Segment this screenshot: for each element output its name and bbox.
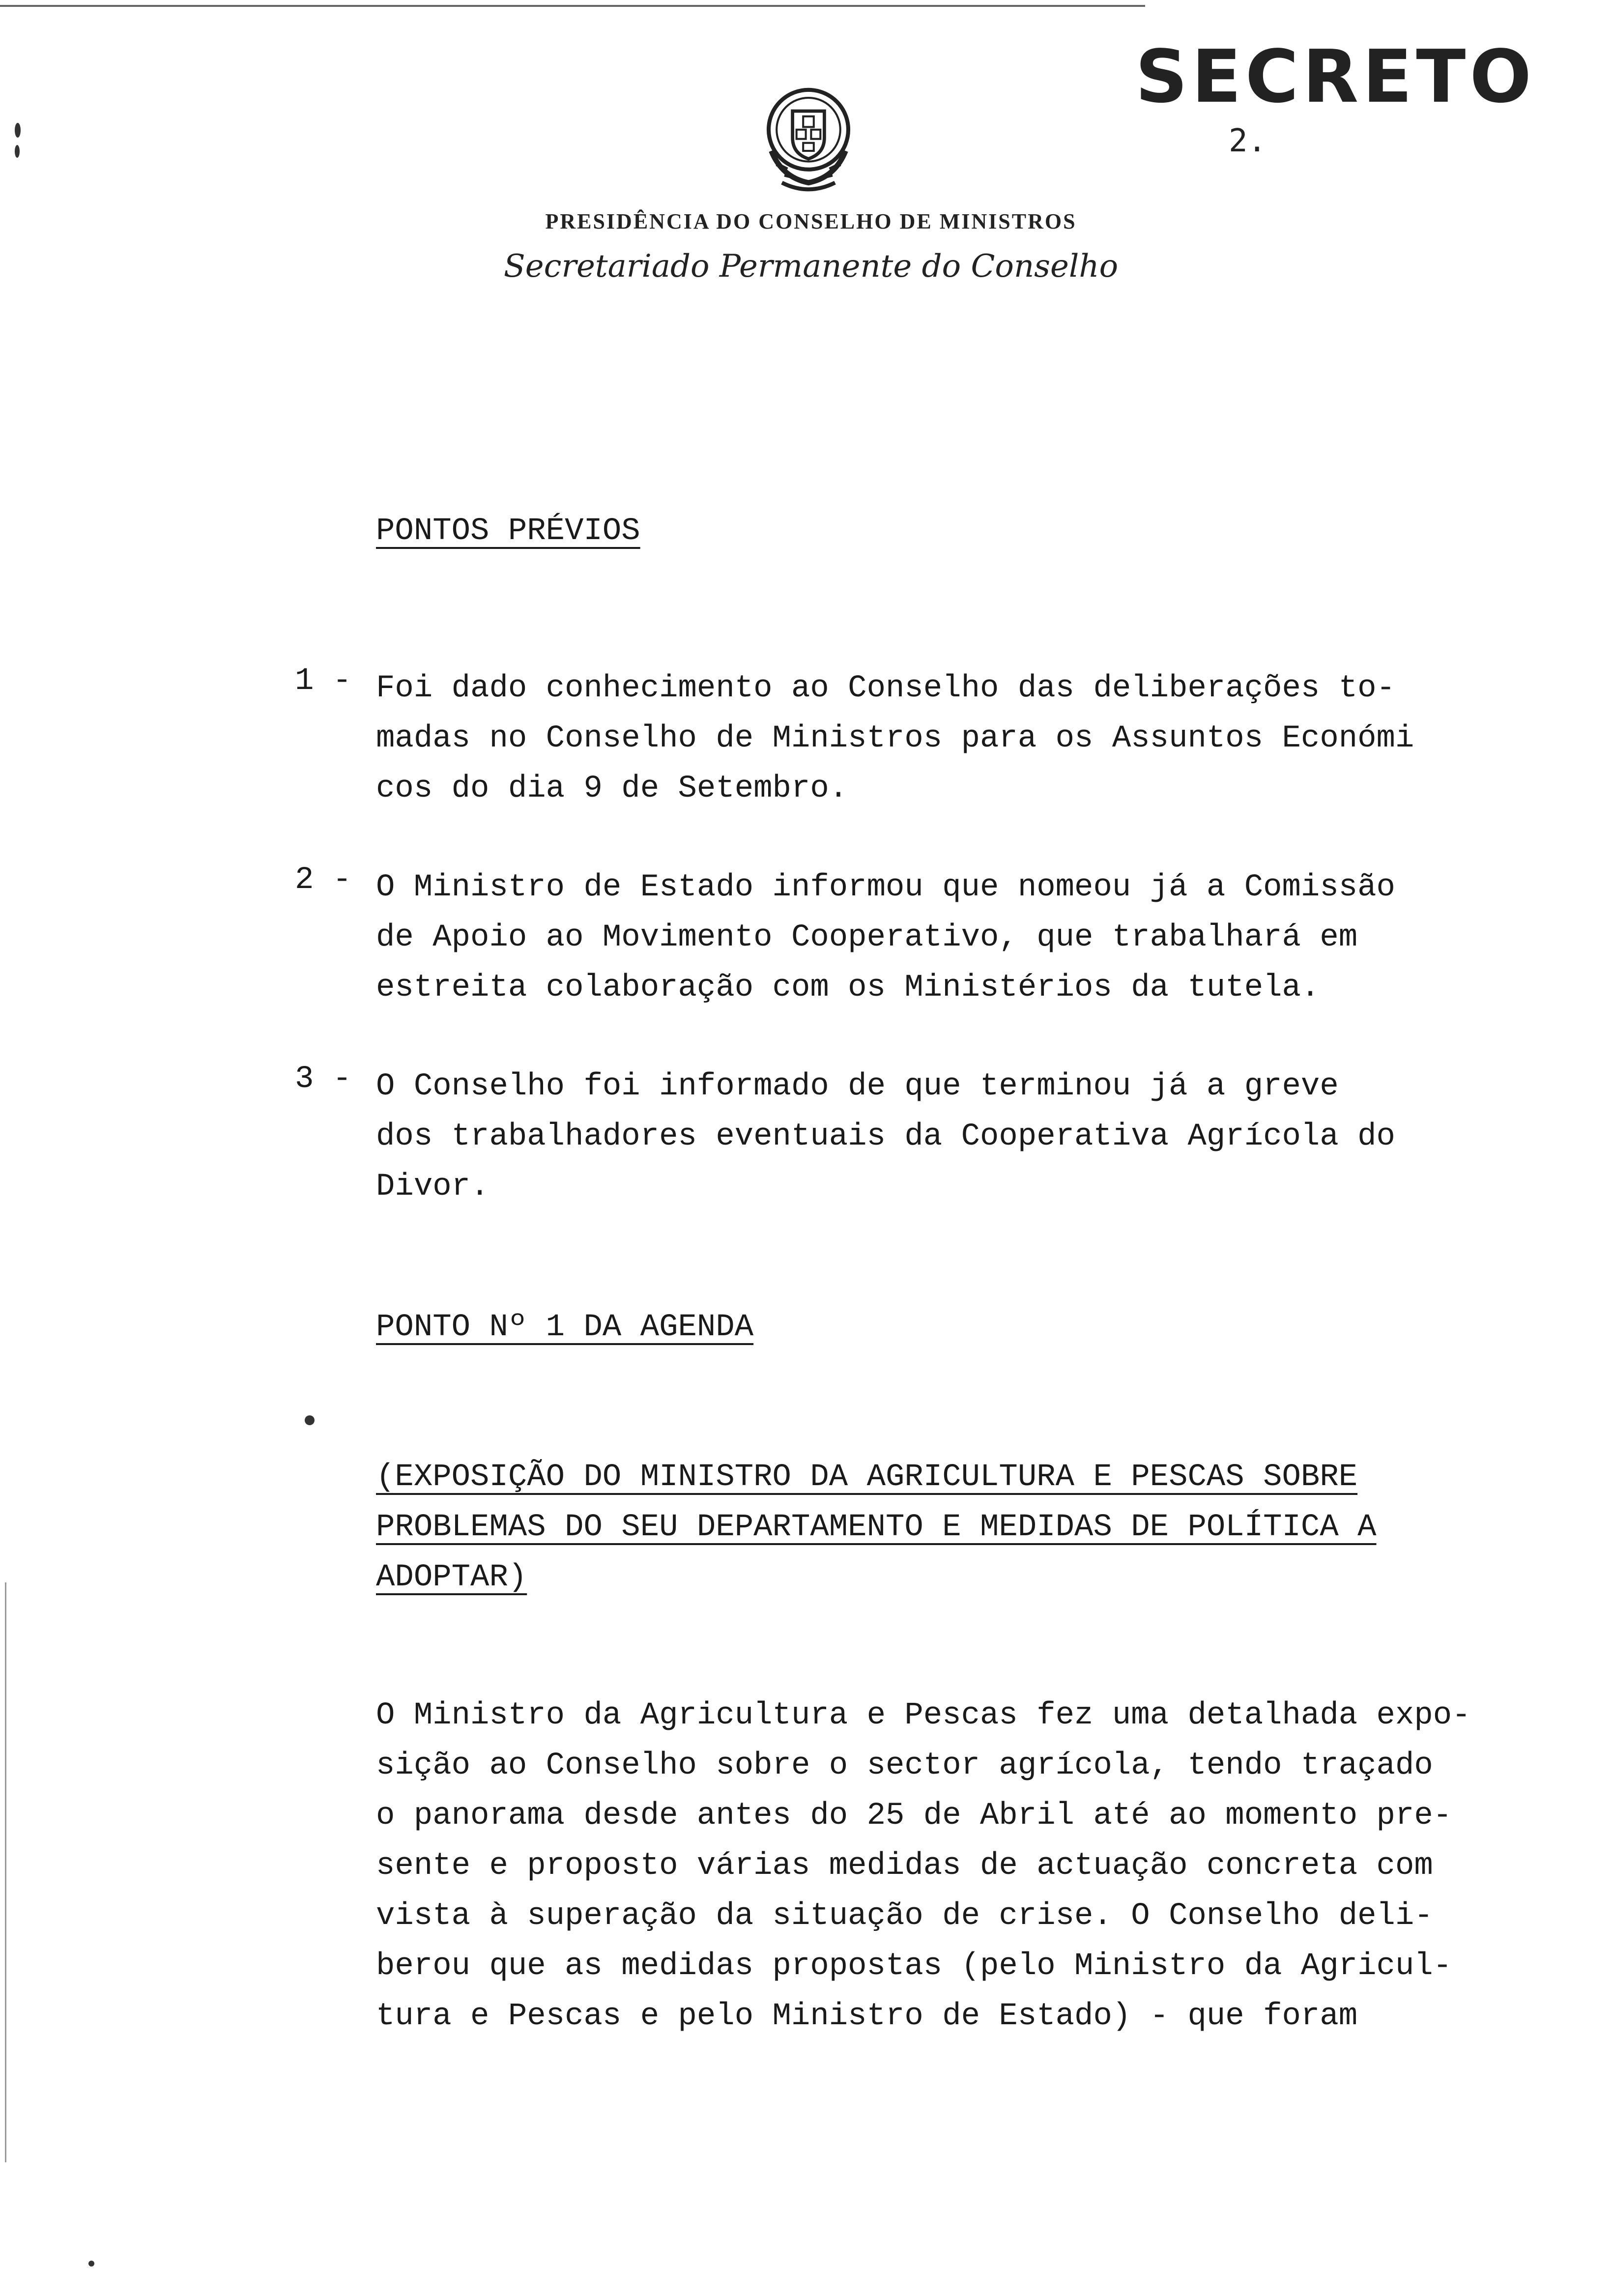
item-text-line: Foi dado conhecimento ao Conselho das deliberações to- xyxy=(376,671,1395,706)
body-line: sição ao Conselho sobre o sector agrícola, tendo traçado xyxy=(376,1748,1433,1783)
item-number: 3 - xyxy=(295,1062,352,1097)
scan-mark xyxy=(305,1415,315,1425)
item-text-line: O Conselho foi informado de que terminou já a greve xyxy=(376,1069,1339,1104)
item-text-line: Divor. xyxy=(376,1169,489,1205)
department-name: Secretariado Permanente do Conselho xyxy=(503,248,1119,285)
list-item xyxy=(376,1062,1395,1212)
coat-of-arms-icon xyxy=(742,71,875,204)
subtitle-line: PROBLEMAS DO SEU DEPARTAMENTO E MEDIDAS DE POLÍTICA A xyxy=(376,1510,1377,1545)
scan-mark xyxy=(88,2261,94,2267)
list-item xyxy=(376,663,1414,814)
body-line: o panorama desde antes do 25 de Abril até ao momento pre- xyxy=(376,1798,1452,1834)
organization-name: PRESIDÊNCIA DO CONSELHO DE MINISTROS xyxy=(545,209,1077,233)
item-text-line: dos trabalhadores eventuais da Cooperativa Agrícola do xyxy=(376,1119,1395,1154)
page-number: 2. xyxy=(1229,123,1267,159)
item-text-line: estreita colaboração com os Ministérios da tutela. xyxy=(376,970,1320,1005)
subtitle-line: ADOPTAR) xyxy=(376,1560,527,1595)
item-text-line: madas no Conselho de Ministros para os Assuntos Económi xyxy=(376,721,1414,756)
body-line: berou que as medidas propostas (pelo Ministro da Agricul- xyxy=(376,1949,1452,1984)
item-number: 2 - xyxy=(295,862,352,898)
top-border-line xyxy=(0,5,1145,7)
agenda-body-paragraph xyxy=(376,1691,1471,2041)
section-heading-agenda: PONTO Nº 1 DA AGENDA xyxy=(376,1310,754,1345)
body-line: sente e proposto várias medidas de actuação concreta com xyxy=(376,1848,1433,1884)
scan-mark xyxy=(15,123,21,138)
section-heading-previous: PONTOS PRÉVIOS xyxy=(376,514,640,549)
item-text-line: de Apoio ao Movimento Cooperativo, que trabalhará em xyxy=(376,920,1358,955)
left-border-line xyxy=(5,1582,6,2162)
list-item xyxy=(376,862,1395,1013)
scan-mark xyxy=(15,145,20,158)
agenda-subtitle xyxy=(376,1452,1377,1603)
item-text-line: cos do dia 9 de Setembro. xyxy=(376,771,848,806)
item-text-line: O Ministro de Estado informou que nomeou já a Comissão xyxy=(376,870,1395,905)
body-line: tura e Pescas e pelo Ministro de Estado) - que foram xyxy=(376,1999,1358,2034)
body-line: O Ministro da Agricultura e Pescas fez uma detalhada expo- xyxy=(376,1698,1471,1733)
body-line: vista à superação da situação de crise. O Conselho deli- xyxy=(376,1898,1433,1934)
item-number: 1 - xyxy=(295,663,352,699)
subtitle-line: (EXPOSIÇÃO DO MINISTRO DA AGRICULTURA E PESCAS SOBRE xyxy=(376,1460,1358,1495)
classification-stamp: SECRETO xyxy=(1135,34,1536,119)
